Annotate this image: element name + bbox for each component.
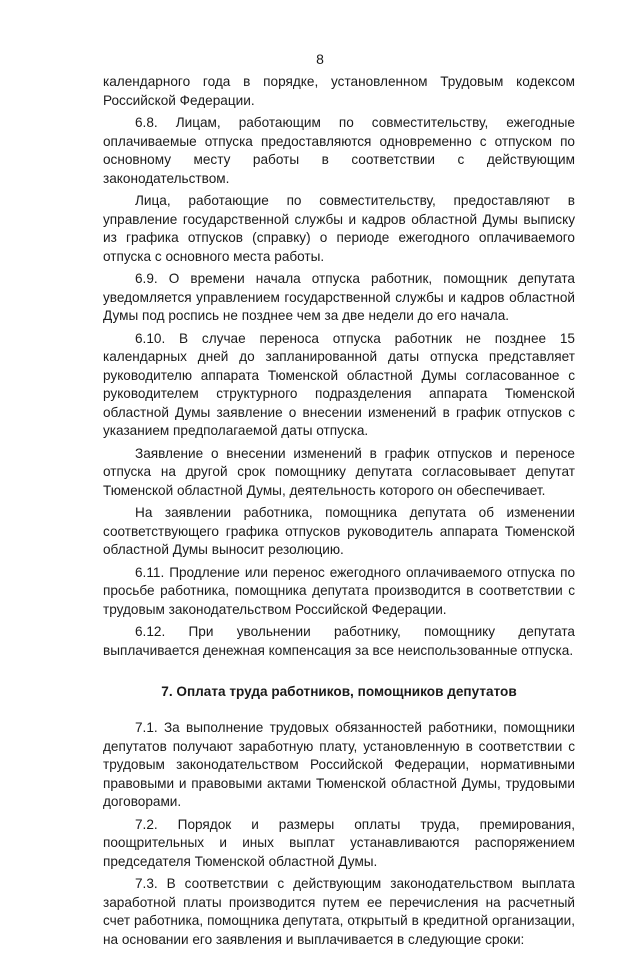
section-7 xyxy=(103,719,575,949)
paragraph: Лица, работающие по совместительству, предоставляют в управление государственной службы и кадров областной Думы выписку из графика отпусков (справку) о периоде ежегодного оплачиваемого отпуска с основного места работы. xyxy=(103,193,575,264)
paragraph: На заявлении работника, помощника депутата об изменении соответствующего графика отпусков руководитель аппарата Тюменской областной Думы выносит резолюцию. xyxy=(103,505,575,557)
paragraph-6-12: 6.12. При увольнении работнику, помощнику депутата выплачивается денежная компенсация за все неиспользованные отпуска. xyxy=(103,624,575,658)
paragraph: Заявление о внесении изменений в график отпусков и переносе отпуска на другой срок помощнику депутата согласовывает депутат Тюменской областной Думы, деятельность которого он обеспечивает. xyxy=(103,445,575,498)
document-body xyxy=(103,73,575,953)
section-6-continued xyxy=(103,73,575,660)
paragraph-7-3: 7.3. В соответствии с действующим законодательством выплата заработной платы производится путем ее перечисления на расчетный счет работника, помощника депутата, открытый в кредитной организации, на основании его заявления и выплачивается в следующие сроки: xyxy=(103,876,575,947)
paragraph-6-9: 6.9. О времени начала отпуска работник, помощник депутата уведомляется управлением государственной службы и кадров областной Думы под роспись не позднее чем за две недели до его начала. xyxy=(103,271,575,323)
paragraph-6-10: 6.10. В случае переноса отпуска работник не позднее 15 календарных дней до запланированной даты отпуска представляет руководителю аппарата Тюменской областной Думы согласованное с руководителем структурного подразделения аппарата Тюменской областной Думы заявление о внесении изменений в график отпусков с указанием предполагаемой даты отпуска. xyxy=(103,330,575,438)
paragraph-6-8: 6.8. Лицам, работающим по совместительству, ежегодные оплачиваемые отпуска предоставляются одновременно с отпуском по основному месту работы в соответствии с действующим законодательством. xyxy=(103,115,575,186)
paragraph-6-11: 6.11. Продление или перенос ежегодного оплачиваемого отпуска по просьбе работника, помощника депутата производится в соответствии с трудовым законодательством Российской Федерации. xyxy=(103,564,575,617)
page-number: 8 xyxy=(316,51,324,67)
paragraph: календарного года в порядке, установленном Трудовым кодексом Российской Федерации. xyxy=(103,74,575,108)
section-heading: 7. Оплата труда работников, помощников депутатов xyxy=(161,684,517,699)
paragraph-7-1: 7.1. За выполнение трудовых обязанностей работники, помощники депутатов получают заработную плату, установленную в соответствии с трудовым законодательством Российской Федерации, нормативными правовыми и правовыми актами Тюменской областной Думы, трудовыми договорами. xyxy=(103,720,575,809)
paragraph-7-2: 7.2. Порядок и размеры оплаты труда, премирования, поощрительных и иных выплат устанавливаются распоряжением председателя Тюменской областной Думы. xyxy=(103,816,575,869)
